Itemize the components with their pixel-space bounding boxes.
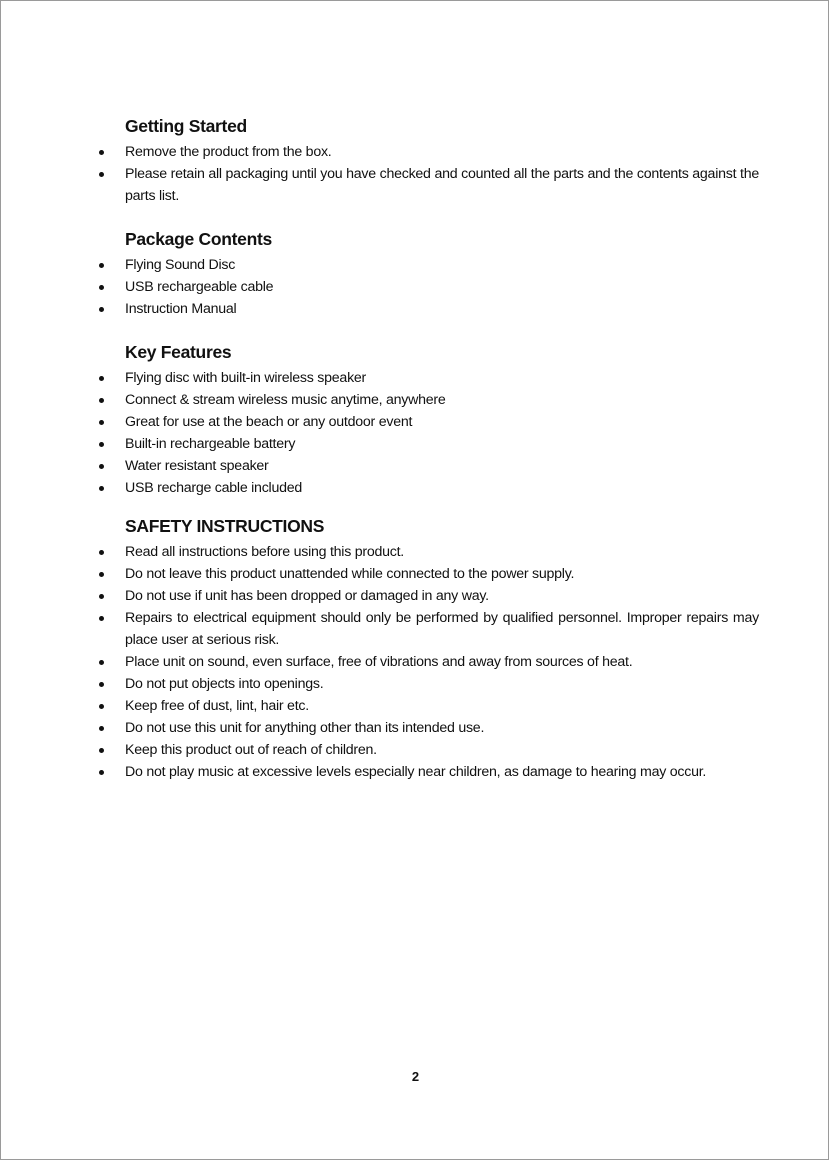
getting-started-list [97, 141, 759, 207]
list-item-text: Do not leave this product unattended while connected to the power supply. [125, 566, 575, 582]
list-item [97, 367, 759, 389]
list-item [97, 651, 759, 673]
list-item [97, 141, 759, 163]
bullet-icon [99, 704, 104, 709]
package-contents-section [97, 228, 759, 320]
list-item [97, 477, 759, 499]
list-item-text: Built-in rechargeable battery [125, 436, 296, 452]
list-item-text: Read all instructions before using this product. [125, 544, 405, 560]
bullet-icon [99, 486, 104, 491]
bullet-icon [99, 420, 104, 425]
safety-instructions-section [97, 515, 759, 783]
bullet-icon [99, 770, 104, 775]
bullet-icon [99, 376, 104, 381]
list-item [97, 276, 759, 298]
list-item-text: Please retain all packaging until you have checked and counted all the parts and the contents against the parts list. [125, 166, 759, 204]
list-item [97, 673, 759, 695]
getting-started-heading: Getting Started [125, 116, 247, 136]
list-item-text: Water resistant speaker [125, 458, 269, 474]
bullet-icon [99, 307, 104, 312]
list-item [97, 717, 759, 739]
list-item [97, 389, 759, 411]
list-item-text: Keep free of dust, lint, hair etc. [125, 698, 309, 714]
list-item [97, 607, 759, 651]
list-item-text: Repairs to electrical equipment should only be performed by qualified personnel. Improper repairs may place user at serious risk. [125, 610, 759, 648]
bullet-icon [99, 572, 104, 577]
bullet-icon [99, 172, 104, 177]
list-item-text: Keep this product out of reach of children. [125, 742, 377, 758]
key-features-list [97, 367, 759, 499]
list-item [97, 298, 759, 320]
bullet-icon [99, 748, 104, 753]
list-item-text: Flying Sound Disc [125, 257, 236, 273]
list-item-text: Instruction Manual [125, 301, 237, 317]
key-features-heading: Key Features [125, 342, 232, 362]
list-item-text: Place unit on sound, even surface, free of vibrations and away from sources of heat. [125, 654, 633, 670]
list-item-text: Do not use if unit has been dropped or damaged in any way. [125, 588, 489, 604]
list-item [97, 739, 759, 761]
list-item-text: Flying disc with built-in wireless speaker [125, 370, 367, 386]
bullet-icon [99, 442, 104, 447]
key-features-section [97, 341, 759, 499]
bullet-icon [99, 682, 104, 687]
safety-instructions-list [97, 541, 759, 783]
safety-instructions-heading: SAFETY INSTRUCTIONS [125, 516, 325, 536]
list-item [97, 411, 759, 433]
bullet-icon [99, 285, 104, 290]
list-item [97, 563, 759, 585]
list-item [97, 585, 759, 607]
list-item-text: Connect & stream wireless music anytime, anywhere [125, 392, 446, 408]
list-item [97, 541, 759, 563]
list-item [97, 163, 759, 207]
list-item [97, 254, 759, 276]
bullet-icon [99, 464, 104, 469]
list-item-text: USB rechargeable cable [125, 279, 274, 295]
list-item [97, 761, 759, 783]
getting-started-section [97, 115, 759, 207]
list-item-text: Do not put objects into openings. [125, 676, 324, 692]
list-item [97, 695, 759, 717]
bullet-icon [99, 616, 104, 621]
list-item [97, 433, 759, 455]
list-item-text: Remove the product from the box. [125, 144, 332, 160]
bullet-icon [99, 398, 104, 403]
bullet-icon [99, 150, 104, 155]
list-item-text: Do not play music at excessive levels especially near children, as damage to hearing may occur. [125, 764, 707, 780]
bullet-icon [99, 550, 104, 555]
bullet-icon [99, 594, 104, 599]
bullet-icon [99, 726, 104, 731]
page-number: 2 [411, 1069, 420, 1084]
package-contents-heading: Package Contents [125, 229, 272, 249]
bullet-icon [99, 263, 104, 268]
package-contents-list [97, 254, 759, 320]
list-item [97, 455, 759, 477]
bullet-icon [99, 660, 104, 665]
list-item-text: Do not use this unit for anything other than its intended use. [125, 720, 485, 736]
list-item-text: Great for use at the beach or any outdoor event [125, 414, 413, 430]
list-item-text: USB recharge cable included [125, 480, 303, 496]
